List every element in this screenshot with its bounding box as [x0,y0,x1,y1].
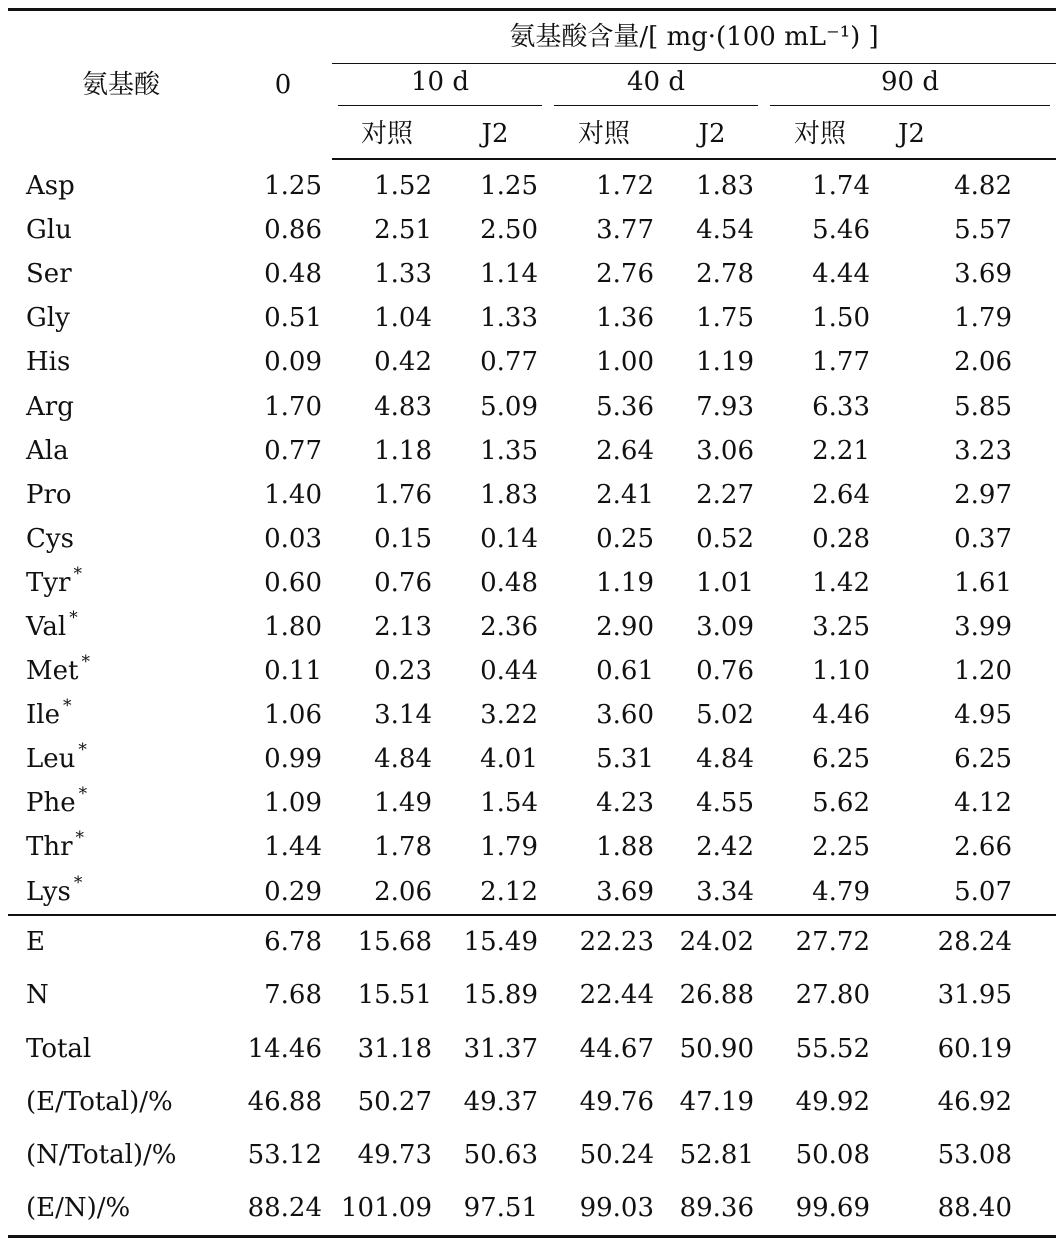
cell-value: 5.46 [812,215,870,246]
cell-value: 1.19 [696,347,754,378]
cell-value: 2.21 [812,435,870,466]
amino-acid-table [8,8,1056,1238]
summary-row [8,1182,1056,1237]
cell-value: 5.57 [954,215,1013,246]
cell-value: 1.80 [264,611,322,642]
cell-value: 89.36 [660,1182,764,1237]
subcol-header: 对照 [764,110,876,159]
cell-value: 24.02 [660,915,764,969]
cell-value: 1.74 [812,171,870,202]
cell-value: 4.46 [812,700,870,731]
cell-value: 44.67 [579,1033,654,1064]
cell-value: 0.86 [264,215,322,246]
cell-value: 0.44 [480,656,538,687]
table-row [8,473,1056,517]
cell-value: 31.37 [463,1033,538,1064]
cell-value: 50.63 [463,1139,538,1170]
row-label: Leu * [26,740,87,775]
table-row [8,781,1056,825]
row-label: (E/Total)/% [26,1086,173,1117]
cell-value: 1.10 [812,656,870,687]
cell-value: 27.80 [795,980,870,1011]
cell-value: 101.09 [332,1182,442,1237]
cell-value: 0.28 [812,523,870,554]
cell-value: 1.72 [596,171,654,202]
cell-value: 2.50 [480,215,538,246]
cell-value: 0.14 [480,523,538,554]
cell-value: 1.18 [374,435,432,466]
cell-value: 2.64 [596,435,654,466]
subcol-header: J2 [442,110,548,159]
cell-value: 2.25 [812,832,870,863]
cell-value: 4.82 [954,171,1013,202]
cell-value: 1.14 [480,259,538,290]
row-label: Cys [26,523,74,554]
cell-value: 2.41 [596,479,654,510]
cell-value: 6.78 [234,915,332,969]
cell-value: 50.08 [795,1139,870,1170]
table-row [8,605,1056,649]
cell-value: 1.33 [480,303,538,334]
cell-value: 1.83 [480,479,538,510]
cell-value: 2.97 [954,479,1013,510]
cell-value: 15.49 [442,915,548,969]
cell-value: 0.15 [374,523,432,554]
cell-value: 3.09 [696,611,754,642]
cell-value: 0.77 [480,347,538,378]
cell-value: 47.19 [679,1086,754,1117]
cell-value: 4.23 [596,788,654,819]
cell-value: 31.18 [357,1033,432,1064]
cell-value: 0.37 [954,523,1013,554]
row-label: Met * [26,652,90,687]
cell-value: 3.99 [954,611,1013,642]
cell-value: 1.01 [696,567,754,598]
table-row [8,296,1056,340]
row-label: Ser [26,259,72,290]
essential-marker: * [81,652,90,673]
table-row [8,517,1056,561]
table-caption: 氨基酸含量/[ mg·(100 mL⁻¹) ] [332,10,1056,64]
cell-value: 4.55 [696,788,754,819]
amino-acid-rows [8,159,1056,915]
cell-value: 1.25 [264,170,322,201]
table-row [8,208,1056,252]
row-label: Gly [26,303,70,334]
subcol-header: J2 [660,110,764,159]
cell-value: 1.50 [812,303,870,334]
cell-value: 0.60 [264,567,322,598]
row-label: Val * [26,607,78,642]
cell-value: 0.09 [264,347,322,378]
cell-value: 1.44 [264,832,322,863]
cell-value: 3.34 [696,876,754,907]
group-header-90d: 90 d [764,64,1056,111]
row-label: Total [26,1033,92,1064]
cell-value: 0.76 [696,656,754,687]
row-label: Pro [26,479,72,510]
row-label: Tyr * [26,563,82,598]
cell-value: 1.20 [954,656,1013,687]
cell-value: 1.09 [264,788,322,819]
cell-value: 4.44 [812,259,870,290]
cell-value: 2.13 [374,611,432,642]
cell-value: 49.37 [463,1086,538,1117]
cell-value: 4.84 [696,744,754,775]
cell-value: 49.73 [357,1139,432,1170]
cell-value: 49.92 [795,1086,870,1117]
cell-value: 15.51 [357,980,432,1011]
cell-value: 53.12 [247,1139,322,1170]
cell-value: 7.68 [264,980,322,1011]
cell-value: 1.04 [374,303,432,334]
cell-value: 4.83 [374,391,432,422]
cell-value: 0.48 [264,259,322,290]
cell-value: 1.52 [374,171,432,202]
cell-value: 26.88 [679,980,754,1011]
cell-value: 5.09 [480,391,538,422]
cell-value: 1.83 [696,171,754,202]
table-row [8,384,1056,428]
cell-value: 1.36 [596,303,654,334]
cell-value: 3.69 [596,876,654,907]
cell-value: 1.00 [596,347,654,378]
cell-value: 1.88 [596,832,654,863]
cell-value: 0.48 [480,567,538,598]
cell-value: 1.61 [954,567,1013,598]
cell-value: 0.61 [596,656,654,687]
cell-value: 2.36 [480,611,538,642]
essential-marker: * [73,872,83,893]
cell-value: 6.33 [812,391,870,422]
row-label: Arg [26,391,74,422]
row-label: (E/N)/% [8,1182,234,1237]
cell-value: 22.44 [579,980,654,1011]
cell-value: 5.62 [812,788,870,819]
essential-marker: * [78,740,87,761]
row-header: 氨基酸 [81,70,160,100]
cell-value: 53.08 [937,1139,1013,1170]
cell-value: 1.35 [480,435,538,466]
cell-value: 99.69 [764,1182,876,1237]
cell-value: 3.22 [480,700,538,731]
cell-value: 2.64 [812,479,870,510]
summary-row [8,969,1056,1022]
table-row [8,649,1056,693]
cell-value: 3.14 [374,700,432,731]
cell-value: 5.02 [696,700,754,731]
cell-value: 0.76 [374,567,432,598]
table-row [8,737,1056,781]
cell-value: 4.95 [954,700,1013,731]
summary-row [8,1022,1056,1075]
cell-value: 3.23 [954,435,1013,466]
cell-value: 4.84 [374,744,432,775]
row-label: (N/Total)/% [26,1139,177,1170]
row-label: Phe * [26,784,88,819]
cell-value: 2.06 [374,876,432,907]
subcol-header: 对照 [548,110,660,159]
table-row [8,429,1056,473]
cell-value: 5.31 [596,744,654,775]
cell-value: 1.40 [264,479,322,510]
cell-value: 2.12 [480,876,538,907]
row-label: Thr * [26,828,85,863]
cell-value: 2.51 [374,215,432,246]
cell-value: 6.25 [812,744,870,775]
col-zero-header: 0 [274,70,292,100]
group-header-10d: 10 d [332,64,548,111]
cell-value: 28.24 [876,915,1056,969]
cell-value: 1.79 [480,832,538,863]
summary-row [8,915,1056,969]
cell-value: 2.78 [696,259,754,290]
cell-value: 2.90 [596,611,654,642]
table-row [8,340,1056,384]
cell-value: 4.79 [812,876,870,907]
cell-value: 52.81 [679,1139,754,1170]
cell-value: 88.40 [876,1182,1056,1237]
table-row [8,870,1056,915]
cell-value: 1.75 [696,303,754,334]
cell-value: 0.99 [264,744,322,775]
cell-value: 0.42 [374,347,432,378]
cell-value: 1.76 [374,479,432,510]
subcol-header: J2 [876,110,1056,159]
cell-value: 0.29 [264,876,322,907]
cell-value: 1.49 [374,788,432,819]
cell-value: 46.92 [937,1086,1013,1117]
table-row [8,561,1056,605]
cell-value: 1.79 [954,303,1013,334]
cell-value: 0.11 [264,656,322,687]
cell-value: 1.54 [480,788,538,819]
cell-value: 15.89 [463,980,538,1011]
cell-value: 27.72 [764,915,876,969]
row-label: Glu [26,215,72,246]
cell-value: 5.36 [596,391,654,422]
cell-value: 4.12 [954,788,1013,819]
cell-value: 2.76 [596,259,654,290]
cell-value: 3.06 [696,435,754,466]
row-label: Asp [26,170,75,201]
cell-value: 1.19 [596,567,654,598]
cell-value: 0.51 [264,303,322,334]
table-row [8,693,1056,737]
cell-value: 4.54 [696,215,754,246]
cell-value: 14.46 [247,1033,322,1064]
cell-value: 0.77 [264,435,322,466]
cell-value: 3.25 [812,611,870,642]
cell-value: 3.77 [596,215,654,246]
essential-marker: * [75,828,85,849]
cell-value: 50.27 [357,1086,432,1117]
cell-value: 2.06 [954,347,1013,378]
cell-value: 15.68 [332,915,442,969]
row-label: N [26,980,49,1011]
cell-value: 2.66 [954,832,1013,863]
cell-value: 7.93 [696,391,754,422]
cell-value: 0.25 [596,523,654,554]
cell-value: 6.25 [954,744,1013,775]
row-label: His [26,347,71,378]
row-label: E [8,915,234,969]
table-row [8,159,1056,208]
row-label: Ala [26,435,69,466]
cell-value: 50.90 [679,1033,754,1064]
cell-value: 55.52 [795,1033,870,1064]
essential-marker: * [73,563,82,584]
cell-value: 1.70 [264,391,322,422]
cell-value: 31.95 [937,980,1013,1011]
cell-value: 1.78 [374,832,432,863]
cell-value: 5.85 [954,391,1013,422]
group-header-40d: 40 d [548,64,764,111]
row-label: Lys * [26,872,83,907]
essential-marker: * [78,784,88,805]
table-row [8,825,1056,869]
cell-value: 2.27 [696,479,754,510]
cell-value: 46.88 [247,1086,322,1117]
cell-value: 88.24 [234,1182,332,1237]
cell-value: 3.60 [596,700,654,731]
cell-value: 0.23 [374,656,432,687]
cell-value: 1.25 [480,171,538,202]
cell-value: 99.03 [548,1182,660,1237]
essential-marker: * [62,696,72,717]
cell-value: 49.76 [579,1086,654,1117]
cell-value: 60.19 [937,1033,1013,1064]
summary-row [8,1128,1056,1181]
row-label: Ile * [26,696,72,731]
cell-value: 0.52 [696,523,754,554]
summary-row [8,1075,1056,1128]
subcol-header: 对照 [332,110,442,159]
cell-value: 3.69 [954,259,1013,290]
cell-value: 0.03 [264,523,322,554]
cell-value: 5.07 [954,876,1013,907]
cell-value: 2.42 [696,832,754,863]
essential-marker: * [69,607,78,628]
cell-value: 1.06 [264,700,322,731]
cell-value: 1.77 [812,347,870,378]
cell-value: 1.42 [812,567,870,598]
cell-value: 97.51 [442,1182,548,1237]
cell-value: 1.33 [374,259,432,290]
cell-value: 22.23 [548,915,660,969]
table-row [8,252,1056,296]
cell-value: 4.01 [480,744,538,775]
cell-value: 50.24 [579,1139,654,1170]
summary-rows [8,915,1056,1237]
